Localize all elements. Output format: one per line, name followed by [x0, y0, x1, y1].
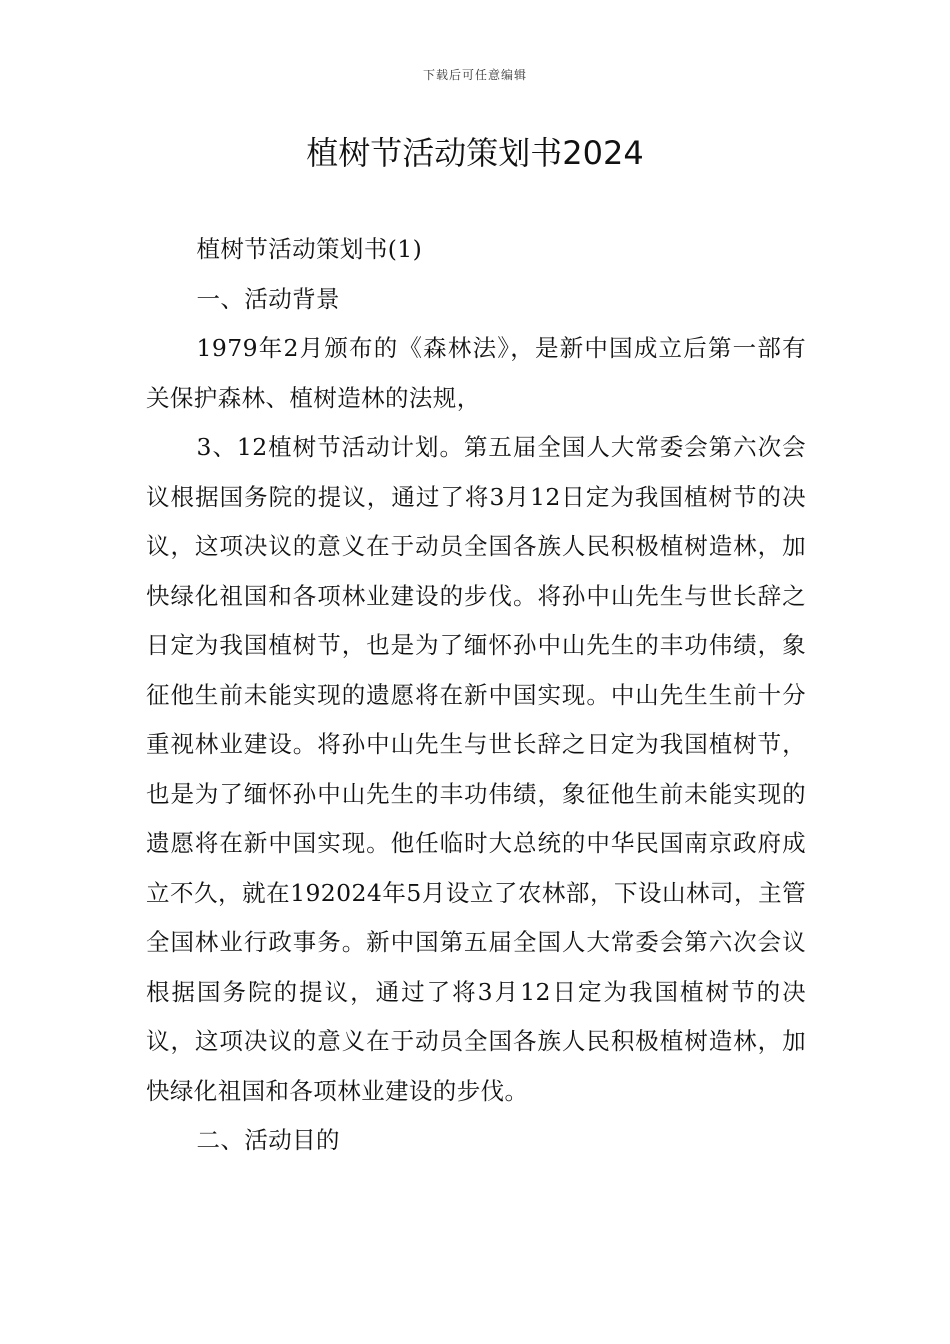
paragraph-subtitle: 植树节活动策划书(1)	[196, 235, 423, 263]
header-note: 下载后可任意编辑	[422, 68, 527, 82]
paragraph-section-background: 一、活动背景	[196, 284, 340, 313]
paragraph-arbor-day-history: 3、12植树节活动计划。第五届全国人大常委会第六次会议根据国务院的提议，通过了将3月12日定为我国植树节的决议，这项决议的意义在于动员全国各族人民积极植树造林，加快绿化祖国和各项林业建设的步伐。将孙中山先生与世长辞之日定为我国植树节，也是为了缅怀孙中山先生的丰功伟绩，象征他生前未能实现的遗愿将在新中国实现。中山先生生前十分重视林业建设。将孙中山先生与世长辞之日定为我国植树节，也是为了缅怀孙中山先生的丰功伟绩，象征他生前未能实现的遗愿将在新中国实现。他任临时大总统的中华民国南京政府成立不久，就在192024年5月设立了农林部，下设山林司，主管全国林业行政事务。新中国第五届全国人大常委会第六次会议根据国务院的提议，通过了将3月12日定为我国植树节的决议，这项决议的意义在于动员全国各族人民积极植树造林，加快绿化祖国和各项林业建设的步伐。	[146, 433, 806, 1105]
paragraph-forest-law: 1979年2月颁布的《森林法》，是新中国成立后第一部有关保护森林、植树造林的法规，	[146, 334, 806, 412]
document-body	[146, 225, 806, 1166]
document-title: 植树节活动策划书2024	[306, 134, 644, 172]
paragraph-section-purpose: 二、活动目的	[196, 1126, 340, 1154]
